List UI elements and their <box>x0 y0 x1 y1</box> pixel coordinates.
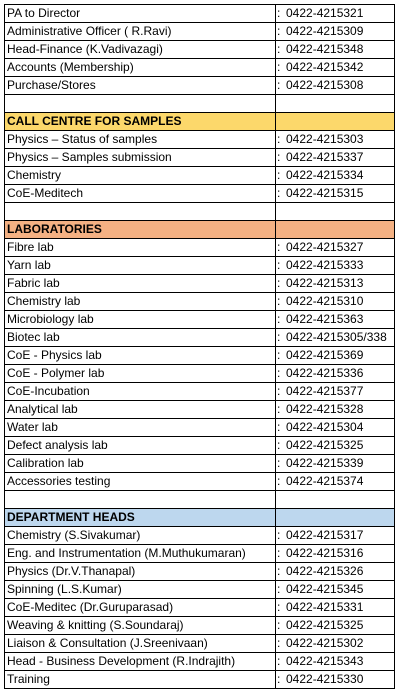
contact-name-cell[interactable]: Spinning (L.S.Kumar) <box>5 581 276 599</box>
section-heading[interactable]: LABORATORIES <box>5 221 276 239</box>
phone-number-cell[interactable]: 0422-4215334 <box>283 167 395 185</box>
directory-row <box>5 347 395 365</box>
contact-name-cell[interactable]: Accounts (Membership) <box>5 59 276 77</box>
phone-number-cell[interactable]: 0422-4215331 <box>283 599 395 617</box>
phone-number-cell[interactable]: 0422-4215333 <box>283 257 395 275</box>
colon-separator: : <box>276 257 284 275</box>
contact-name-cell[interactable]: CoE - Physics lab <box>5 347 276 365</box>
section-heading-row <box>5 509 395 527</box>
colon-separator: : <box>276 563 284 581</box>
phone-number-cell[interactable]: 0422-4215348 <box>283 41 395 59</box>
directory-row <box>5 311 395 329</box>
colon-separator: : <box>276 329 284 347</box>
directory-row <box>5 473 395 491</box>
contact-name-cell[interactable]: Fibre lab <box>5 239 276 257</box>
blank-row <box>5 95 395 113</box>
contact-name-cell[interactable]: Chemistry (S.Sivakumar) <box>5 527 276 545</box>
phone-number-cell[interactable]: 0422-4215363 <box>283 311 395 329</box>
directory-row <box>5 455 395 473</box>
directory-row <box>5 599 395 617</box>
directory-row <box>5 617 395 635</box>
section-heading-row <box>5 113 395 131</box>
section-heading-row <box>5 221 395 239</box>
colon-separator: : <box>276 185 284 203</box>
colon-separator: : <box>276 455 284 473</box>
phone-number-cell[interactable]: 0422-4215303 <box>283 131 395 149</box>
contact-name-cell[interactable]: Microbiology lab <box>5 311 276 329</box>
contact-name-cell[interactable]: CoE-Meditech <box>5 185 276 203</box>
phone-number-cell[interactable]: 0422-4215330 <box>283 671 395 689</box>
contact-name-cell[interactable]: PA to Director <box>5 5 276 23</box>
colon-separator: : <box>276 581 284 599</box>
phone-number-cell[interactable]: 0422-4215315 <box>283 185 395 203</box>
contact-name-cell[interactable]: Head-Finance (K.Vadivazagi) <box>5 41 276 59</box>
phone-number-cell[interactable]: 0422-4215305/338 <box>283 329 395 347</box>
directory-row <box>5 293 395 311</box>
colon-separator: : <box>276 671 284 689</box>
blank-row <box>5 491 395 509</box>
colon-separator: : <box>276 545 284 563</box>
colon-separator: : <box>276 437 284 455</box>
colon-separator: : <box>276 275 284 293</box>
phone-number-cell[interactable]: 0422-4215327 <box>283 239 395 257</box>
colon-separator: : <box>276 239 284 257</box>
colon-separator: : <box>276 41 284 59</box>
directory-row <box>5 653 395 671</box>
phone-number-cell[interactable]: 0422-4215374 <box>283 473 395 491</box>
contact-name-cell[interactable]: Training <box>5 671 276 689</box>
empty-cell[interactable] <box>283 95 395 113</box>
empty-cell[interactable] <box>276 203 284 221</box>
colon-separator: : <box>276 77 284 95</box>
empty-cell[interactable] <box>283 491 395 509</box>
contact-name-cell[interactable]: Biotec lab <box>5 329 276 347</box>
directory-row <box>5 5 395 23</box>
directory-row <box>5 581 395 599</box>
blank-row <box>5 203 395 221</box>
phone-number-cell[interactable]: 0422-4215317 <box>283 527 395 545</box>
directory-row <box>5 23 395 41</box>
colon-separator: : <box>276 419 284 437</box>
directory-row <box>5 131 395 149</box>
contact-name-cell[interactable]: Weaving & knitting (S.Soundaraj) <box>5 617 276 635</box>
phone-number-cell[interactable]: 0422-4215342 <box>283 59 395 77</box>
contact-name-cell[interactable]: Purchase/Stores <box>5 77 276 95</box>
directory-row <box>5 527 395 545</box>
phone-number-cell[interactable]: 0422-4215321 <box>283 5 395 23</box>
phone-number-cell[interactable]: 0422-4215337 <box>283 149 395 167</box>
directory-row <box>5 419 395 437</box>
directory-row <box>5 563 395 581</box>
directory-row <box>5 257 395 275</box>
colon-separator: : <box>276 527 284 545</box>
phone-number-cell[interactable]: 0422-4215339 <box>283 455 395 473</box>
heading-phone-cell <box>283 509 395 527</box>
colon-separator: : <box>276 59 284 77</box>
directory-row <box>5 41 395 59</box>
directory-row <box>5 239 395 257</box>
colon-separator: : <box>276 473 284 491</box>
contact-name-cell[interactable]: CoE-Incubation <box>5 383 276 401</box>
contact-name-cell[interactable]: Chemistry lab <box>5 293 276 311</box>
contact-name-cell[interactable]: CoE-Meditec (Dr.Guruparasad) <box>5 599 276 617</box>
colon-separator: : <box>276 617 284 635</box>
directory-row <box>5 167 395 185</box>
contact-name-cell[interactable]: Head - Business Development (R.Indrajith) <box>5 653 276 671</box>
directory-row <box>5 59 395 77</box>
phone-number-cell[interactable]: 0422-4215325 <box>283 437 395 455</box>
heading-colon-cell <box>276 221 284 239</box>
phone-number-cell[interactable]: 0422-4215313 <box>283 275 395 293</box>
colon-separator: : <box>276 365 284 383</box>
contact-name-cell[interactable]: Analytical lab <box>5 401 276 419</box>
contact-name-cell[interactable]: Physics (Dr.V.Thanapal) <box>5 563 276 581</box>
empty-cell[interactable] <box>283 203 395 221</box>
phone-number-cell[interactable]: 0422-4215325 <box>283 617 395 635</box>
directory-row <box>5 437 395 455</box>
empty-cell[interactable] <box>5 491 276 509</box>
directory-row <box>5 77 395 95</box>
phone-number-cell[interactable]: 0422-4215302 <box>283 635 395 653</box>
contact-name-cell[interactable]: CoE - Polymer lab <box>5 365 276 383</box>
directory-row <box>5 329 395 347</box>
section-heading[interactable]: DEPARTMENT HEADS <box>5 509 276 527</box>
heading-colon-cell <box>276 509 284 527</box>
directory-row <box>5 275 395 293</box>
phone-number-cell[interactable]: 0422-4215310 <box>283 293 395 311</box>
colon-separator: : <box>276 149 284 167</box>
directory-row <box>5 365 395 383</box>
contact-name-cell[interactable]: Defect analysis lab <box>5 437 276 455</box>
contact-name-cell[interactable]: Liaison & Consultation (J.Sreenivaan) <box>5 635 276 653</box>
phone-number-cell[interactable]: 0422-4215377 <box>283 383 395 401</box>
directory-row <box>5 149 395 167</box>
contact-name-cell[interactable]: Physics – Samples submission <box>5 149 276 167</box>
section-heading[interactable]: CALL CENTRE FOR SAMPLES <box>5 113 276 131</box>
heading-phone-cell <box>283 221 395 239</box>
colon-separator: : <box>276 653 284 671</box>
contact-name-cell[interactable]: Eng. and Instrumentation (M.Muthukumaran) <box>5 545 276 563</box>
colon-separator: : <box>276 347 284 365</box>
contact-name-cell[interactable]: Yarn lab <box>5 257 276 275</box>
empty-cell[interactable] <box>5 95 276 113</box>
empty-cell[interactable] <box>276 491 284 509</box>
heading-phone-cell <box>283 113 395 131</box>
colon-separator: : <box>276 131 284 149</box>
colon-separator: : <box>276 23 284 41</box>
phone-number-cell[interactable]: 0422-4215304 <box>283 419 395 437</box>
colon-separator: : <box>276 383 284 401</box>
phone-number-cell[interactable]: 0422-4215336 <box>283 365 395 383</box>
empty-cell[interactable] <box>5 203 276 221</box>
heading-colon-cell <box>276 113 284 131</box>
directory-row <box>5 383 395 401</box>
contact-name-cell[interactable]: Water lab <box>5 419 276 437</box>
empty-cell[interactable] <box>276 95 284 113</box>
colon-separator: : <box>276 311 284 329</box>
directory-row <box>5 401 395 419</box>
phone-number-cell[interactable]: 0422-4215345 <box>283 581 395 599</box>
phone-number-cell[interactable]: 0422-4215326 <box>283 563 395 581</box>
directory-row <box>5 671 395 689</box>
colon-separator: : <box>276 635 284 653</box>
phone-number-cell[interactable]: 0422-4215343 <box>283 653 395 671</box>
colon-separator: : <box>276 599 284 617</box>
contact-name-cell[interactable]: Accessories testing <box>5 473 276 491</box>
phone-number-cell[interactable]: 0422-4215308 <box>283 77 395 95</box>
contact-name-cell[interactable]: Administrative Officer ( R.Ravi) <box>5 23 276 41</box>
phone-number-cell[interactable]: 0422-4215328 <box>283 401 395 419</box>
directory-row <box>5 185 395 203</box>
phone-number-cell[interactable]: 0422-4215309 <box>283 23 395 41</box>
colon-separator: : <box>276 293 284 311</box>
contact-name-cell[interactable]: Fabric lab <box>5 275 276 293</box>
directory-row <box>5 635 395 653</box>
colon-separator: : <box>276 401 284 419</box>
contact-name-cell[interactable]: Chemistry <box>5 167 276 185</box>
contact-name-cell[interactable]: Calibration lab <box>5 455 276 473</box>
directory-row <box>5 545 395 563</box>
colon-separator: : <box>276 167 284 185</box>
contact-name-cell[interactable]: Physics – Status of samples <box>5 131 276 149</box>
colon-separator: : <box>276 5 284 23</box>
phone-number-cell[interactable]: 0422-4215369 <box>283 347 395 365</box>
contact-directory-table <box>4 4 395 689</box>
phone-number-cell[interactable]: 0422-4215316 <box>283 545 395 563</box>
contact-directory-body <box>5 5 395 689</box>
